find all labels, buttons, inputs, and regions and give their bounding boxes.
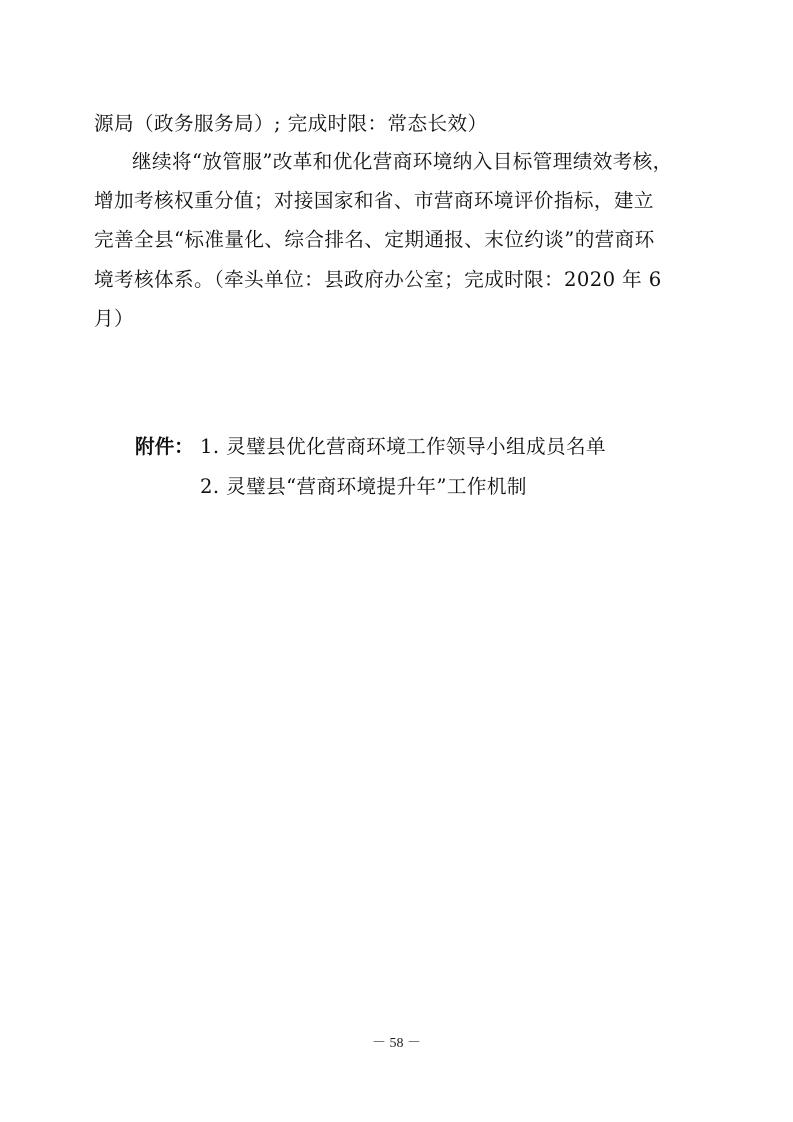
body-line-3: 增加考核权重分值；对接国家和省、市营商环境评价指标，建立 <box>94 189 654 212</box>
body-line-6: 月） <box>94 307 134 330</box>
attachments-label: 附件： <box>135 435 194 458</box>
attachment-item-2: 2. 灵璧县“营商环境提升年”工作机制 <box>200 475 527 498</box>
body-line-2: 继续将“放管服”改革和优化营商环境纳入目标管理绩效考核， <box>132 150 673 173</box>
body-line-5: 境考核体系。（牵头单位：县政府办公室；完成时限：2020 年 6 <box>94 268 662 291</box>
body-line-1: 源局（政务服务局）; 完成时限：常态长效） <box>94 112 488 135</box>
page-number: － 58 － <box>372 1036 421 1051</box>
attachment-item-1: 1. 灵璧县优化营商环境工作领导小组成员名单 <box>200 435 607 458</box>
body-line-4: 完善全县“标准量化、综合排名、定期通报、末位约谈”的营商环 <box>94 228 655 251</box>
